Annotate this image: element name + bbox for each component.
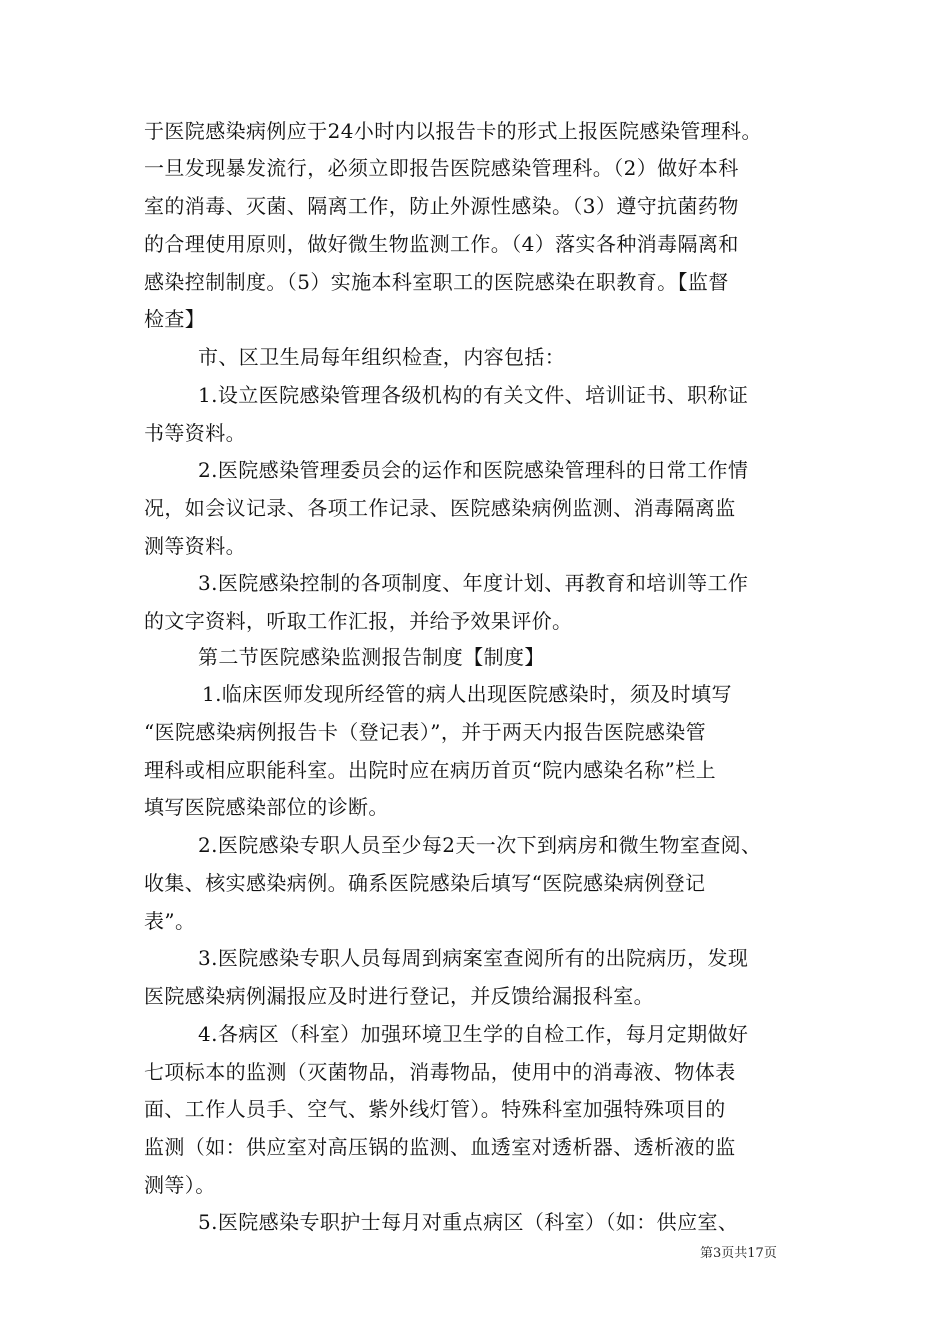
- paragraph-first-line: 2.医院感染管理委员会的运作和医院感染管理科的日常工作情: [198, 458, 749, 482]
- paragraph-first-line: 3.医院感染控制的各项制度、年度计划、再教育和培训等工作: [198, 571, 749, 595]
- section-heading: 第二节医院感染监测报告制度【制度】: [198, 645, 545, 669]
- text-line: 填写医院感染部位的诊断。: [144, 795, 389, 819]
- text-line: 医院感染病例漏报应及时进行登记，并反馈给漏报科室。: [144, 984, 654, 1008]
- page-number: 第3页共17页: [700, 1246, 777, 1261]
- text-line: 书等资料。: [144, 421, 246, 445]
- text-line: 表”。: [144, 909, 196, 933]
- text-line: 感染控制制度。（5）实施本科室职工的医院感染在职教育。【监督: [144, 270, 729, 294]
- text-line: 一旦发现暴发流行，必须立即报告医院感染管理科。（2）做好本科: [144, 156, 739, 180]
- paragraph-first-line: 1.临床医师发现所经管的病人出现医院感染时，须及时填写: [202, 682, 732, 706]
- text-line: 监测（如：供应室对高压锅的监测、血透室对透析器、透析液的监: [144, 1135, 736, 1159]
- text-line: 的合理使用原则，做好微生物监测工作。（4）落实各种消毒隔离和: [144, 232, 739, 256]
- text-line: 七项标本的监测（灭菌物品，消毒物品，使用中的消毒液、物体表: [144, 1060, 736, 1084]
- text-line: 测等）。: [144, 1173, 216, 1197]
- paragraph-first-line: 4.各病区（科室）加强环境卫生学的自检工作，每月定期做好: [198, 1022, 749, 1046]
- text-line: 检查】: [144, 307, 206, 331]
- text-line: 面、工作人员手、空气、紫外线灯管）。特殊科室加强特殊项目的: [144, 1097, 726, 1121]
- paragraph-first-line: 3.医院感染专职人员每周到病案室查阅所有的出院病历，发现: [198, 946, 749, 970]
- text-line: 测等资料。: [144, 534, 246, 558]
- text-line: “医院感染病例报告卡（登记表）”，并于两天内报告医院感染管: [144, 720, 707, 744]
- text-line: 的文字资料，听取工作汇报，并给予效果评价。: [144, 609, 573, 633]
- paragraph-first-line: 1.设立医院感染管理各级机构的有关文件、培训证书、职称证: [198, 383, 749, 407]
- text-line: 况，如会议记录、各项工作记录、医院感染病例监测、消毒隔离监: [144, 496, 736, 520]
- paragraph-first-line: 5.医院感染专职护士每月对重点病区（科室）（如：供应室、: [198, 1210, 739, 1234]
- text-line: 于医院感染病例应于24小时内以报告卡的形式上报医院感染管理科。: [144, 119, 762, 143]
- text-line: 室的消毒、灭菌、隔离工作，防止外源性感染。（3）遵守抗菌药物: [144, 194, 739, 218]
- text-line: 理科或相应职能科室。出院时应在病历首页“院内感染名称”栏上: [144, 758, 717, 782]
- text-line: 收集、核实感染病例。确系医院感染后填写“医院感染病例登记: [144, 871, 706, 895]
- paragraph-first-line: 市、区卫生局每年组织检查，内容包括：: [198, 345, 566, 369]
- paragraph-first-line: 2.医院感染专职人员至少每2天一次下到病房和微生物室查阅、: [198, 833, 762, 857]
